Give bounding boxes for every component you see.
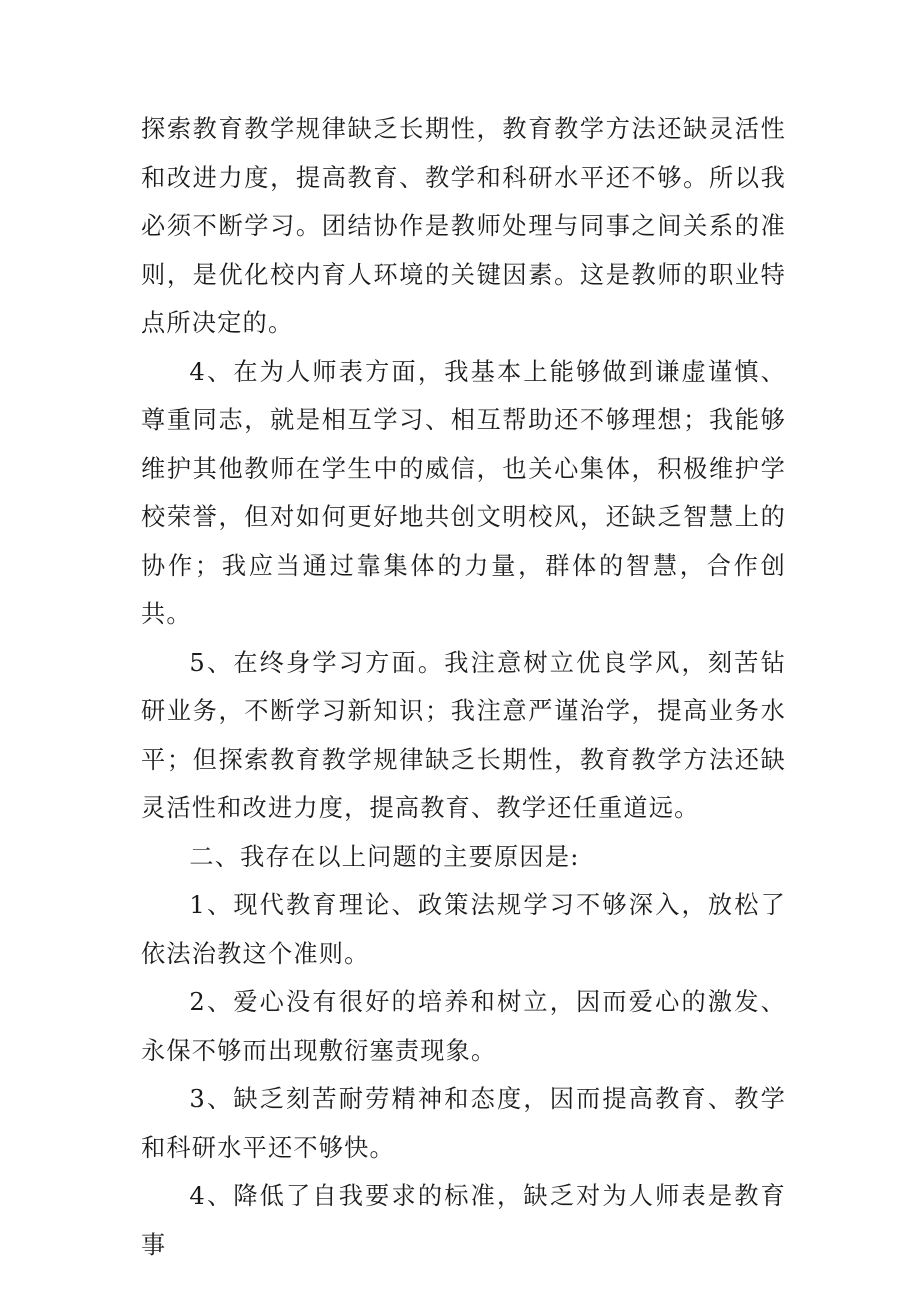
section-heading-causes: 二、我存在以上问题的主要原因是: [189,842,580,871]
paragraph-cause-3: 3、缺乏刻苦耐劳精神和态度，因而提高教育、教学和科研水平还不够快。 [141,1085,786,1162]
paragraph-cause-1: 1、现代教育理论、政策法规学习不够深入，放松了依法治教这个准则。 [141,891,786,968]
document-body [141,105,786,1269]
paragraph-cause-4: 4、降低了自我要求的标准，缺乏对为人师表是教育事 [141,1182,786,1259]
paragraph-item-5-lifelong-learning: 5、在终身学习方面。我注意树立优良学风，刻苦钻研业务，不断学习新知识；我注意严谨治学，提高业务水平；但探索教育教学规律缺乏长期性，教育教学方法还缺灵活性和改进力度，提高教育、教学还任重道远。 [141,648,786,822]
paragraph-item-4-role-model: 4、在为人师表方面，我基本上能够做到谦虚谨慎、尊重同志，就是相互学习、相互帮助还不够理想；我能够维护其他教师在学生中的威信，也关心集体，积极维护学校荣誉，但对如何更好地共创文明校风，还缺乏智慧上的协作；我应当通过靠集体的力量，群体的智慧，合作创共。 [141,357,786,628]
paragraph-cause-2: 2、爱心没有很好的培养和树立，因而爱心的激发、永保不够而出现敷衍塞责现象。 [141,988,786,1065]
paragraph-continuation: 探索教育教学规律缺乏长期性，教育教学方法还缺灵活性和改进力度，提高教育、教学和科研水平还不够。所以我必须不断学习。团结协作是教师处理与同事之间关系的准则，是优化校内育人环境的关键因素。这是教师的职业特点所决定的。 [141,115,786,337]
